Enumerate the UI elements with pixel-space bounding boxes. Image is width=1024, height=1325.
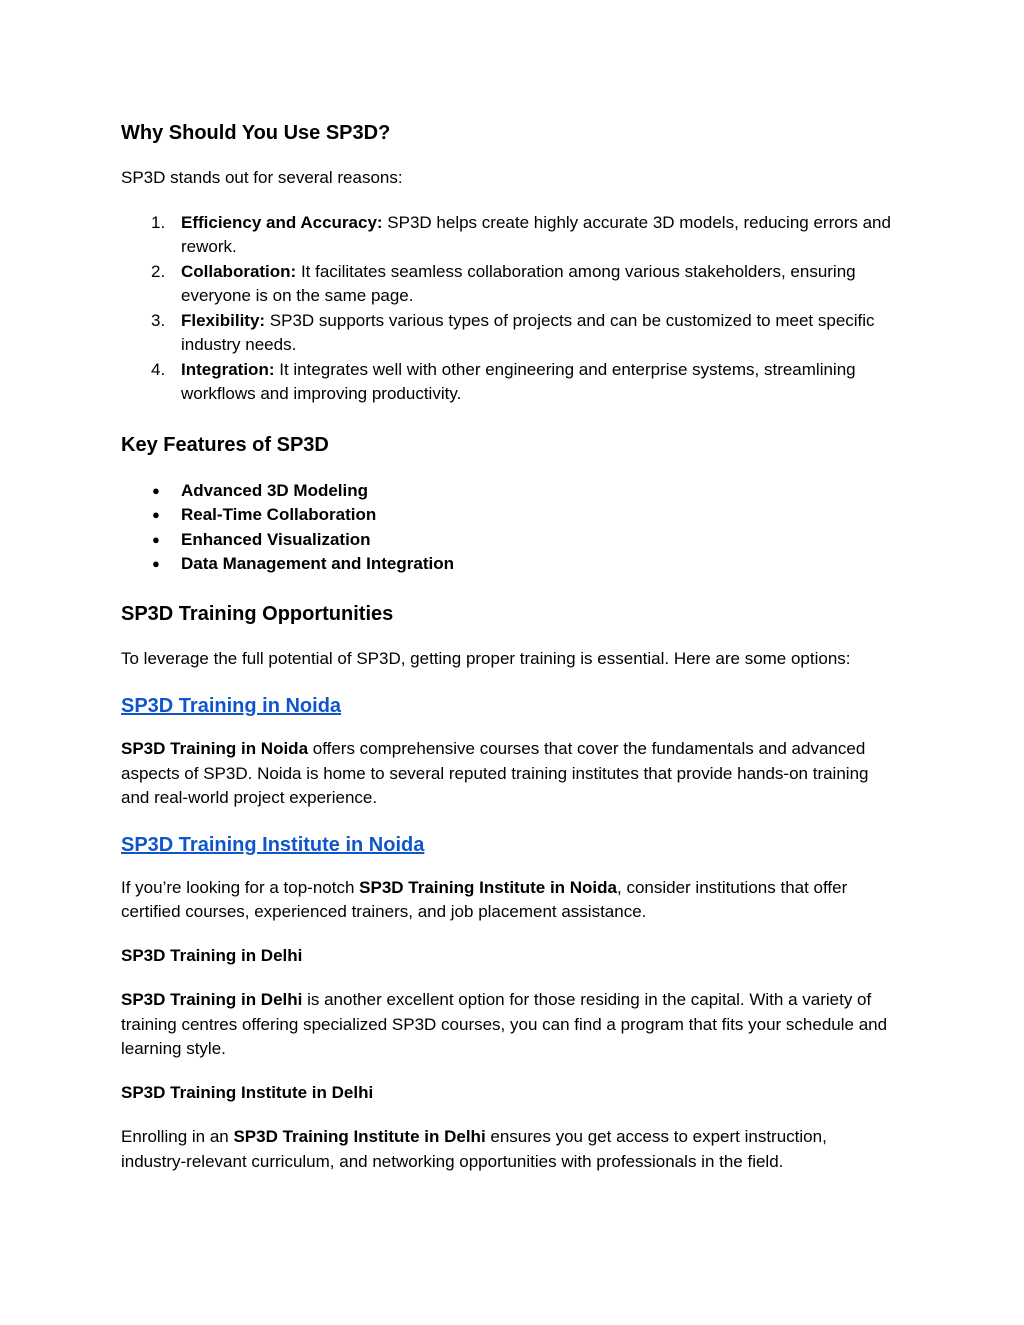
- delhi-institute-text: ensures you get access to expert instruction, industry-relevant curriculum, and networking opportunities with professionals in the field.: [121, 1127, 827, 1171]
- delhi-paragraph: [121, 988, 891, 1062]
- bullet-icon: ●: [152, 507, 160, 522]
- delhi-bold-term: SP3D Training in Delhi: [121, 990, 303, 1009]
- reasons-list: [121, 211, 891, 407]
- link-sp3d-training-noida[interactable]: SP3D Training in Noida: [121, 695, 342, 717]
- feature-label: Real-Time Collaboration: [181, 505, 377, 524]
- delhi-institute-pre: Enrolling in an: [121, 1127, 234, 1146]
- heading-key-features: Key Features of SP3D: [121, 433, 329, 456]
- list-item: [121, 479, 891, 504]
- item-title: Collaboration:: [181, 261, 297, 281]
- why-intro-text: SP3D stands out for several reasons:: [121, 168, 403, 187]
- noida-bold-term: SP3D Training in Noida: [121, 739, 309, 758]
- noida-text: offers comprehensive courses that cover the fundamentals and advanced aspects of SP3D. Noida is home to several reputed training institutes that provide hands-on training and real-world project experience.: [121, 739, 869, 807]
- link-sp3d-training-institute-noida[interactable]: SP3D Training Institute in Noida: [121, 833, 425, 856]
- item-title: Integration:: [181, 359, 275, 379]
- item-text: SP3D supports various types of projects and can be customized to meet specific industry needs.: [181, 310, 875, 354]
- noida-institute-text: , consider institutions that offer certified courses, experienced trainers, and job placement assistance.: [121, 877, 848, 921]
- features-list: [121, 479, 891, 577]
- list-item: [121, 260, 891, 309]
- list-item: [121, 528, 891, 553]
- feature-label: Enhanced Visualization: [181, 529, 371, 549]
- feature-label: Data Management and Integration: [181, 554, 454, 573]
- list-item: [121, 358, 891, 407]
- list-number: 2.: [151, 261, 166, 281]
- noida-paragraph: [121, 737, 891, 811]
- list-item: [121, 503, 891, 528]
- feature-label: Advanced 3D Modeling: [181, 480, 369, 500]
- item-text: It facilitates seamless collaboration among various stakeholders, ensuring everyone is on the same page.: [181, 261, 856, 305]
- document-page: [121, 118, 891, 1174]
- list-item: [121, 309, 891, 358]
- list-item: [121, 552, 891, 577]
- heading-training-opportunities: SP3D Training Opportunities: [121, 602, 394, 625]
- list-number: 1.: [151, 212, 166, 232]
- list-item: [121, 211, 891, 260]
- item-text: It integrates well with other engineering and enterprise systems, streamlining workflows and improving productivity.: [181, 359, 856, 403]
- item-title: Flexibility:: [181, 310, 266, 330]
- delhi-institute-bold-term: SP3D Training Institute in Delhi: [233, 1127, 486, 1146]
- item-title: Efficiency and Accuracy:: [181, 212, 383, 232]
- bullet-icon: ●: [152, 531, 160, 547]
- delhi-institute-paragraph: [121, 1125, 891, 1174]
- item-text: SP3D helps create highly accurate 3D models, reducing errors and rework.: [181, 212, 891, 256]
- bullet-icon: ●: [152, 556, 160, 571]
- list-number: 4.: [151, 359, 166, 379]
- heading-why-use-sp3d: Why Should You Use SP3D?: [121, 122, 391, 144]
- bullet-icon: ●: [152, 482, 160, 498]
- noida-institute-bold-term: SP3D Training Institute in Noida: [359, 877, 617, 897]
- training-lead-text: To leverage the full potential of SP3D, getting proper training is essential. Here are some options:: [121, 648, 851, 668]
- delhi-text: is another excellent option for those residing in the capital. With a variety of training centres offering specialized SP3D courses, you can find a program that fits your schedule and learning style.: [121, 990, 888, 1058]
- noida-institute-paragraph: [121, 876, 891, 925]
- noida-institute-pre: If you’re looking for a top-notch: [121, 877, 360, 897]
- subheading-training-delhi: SP3D Training in Delhi: [121, 945, 303, 965]
- subheading-training-institute-delhi: SP3D Training Institute in Delhi: [121, 1082, 374, 1102]
- list-number: 3.: [151, 310, 166, 330]
